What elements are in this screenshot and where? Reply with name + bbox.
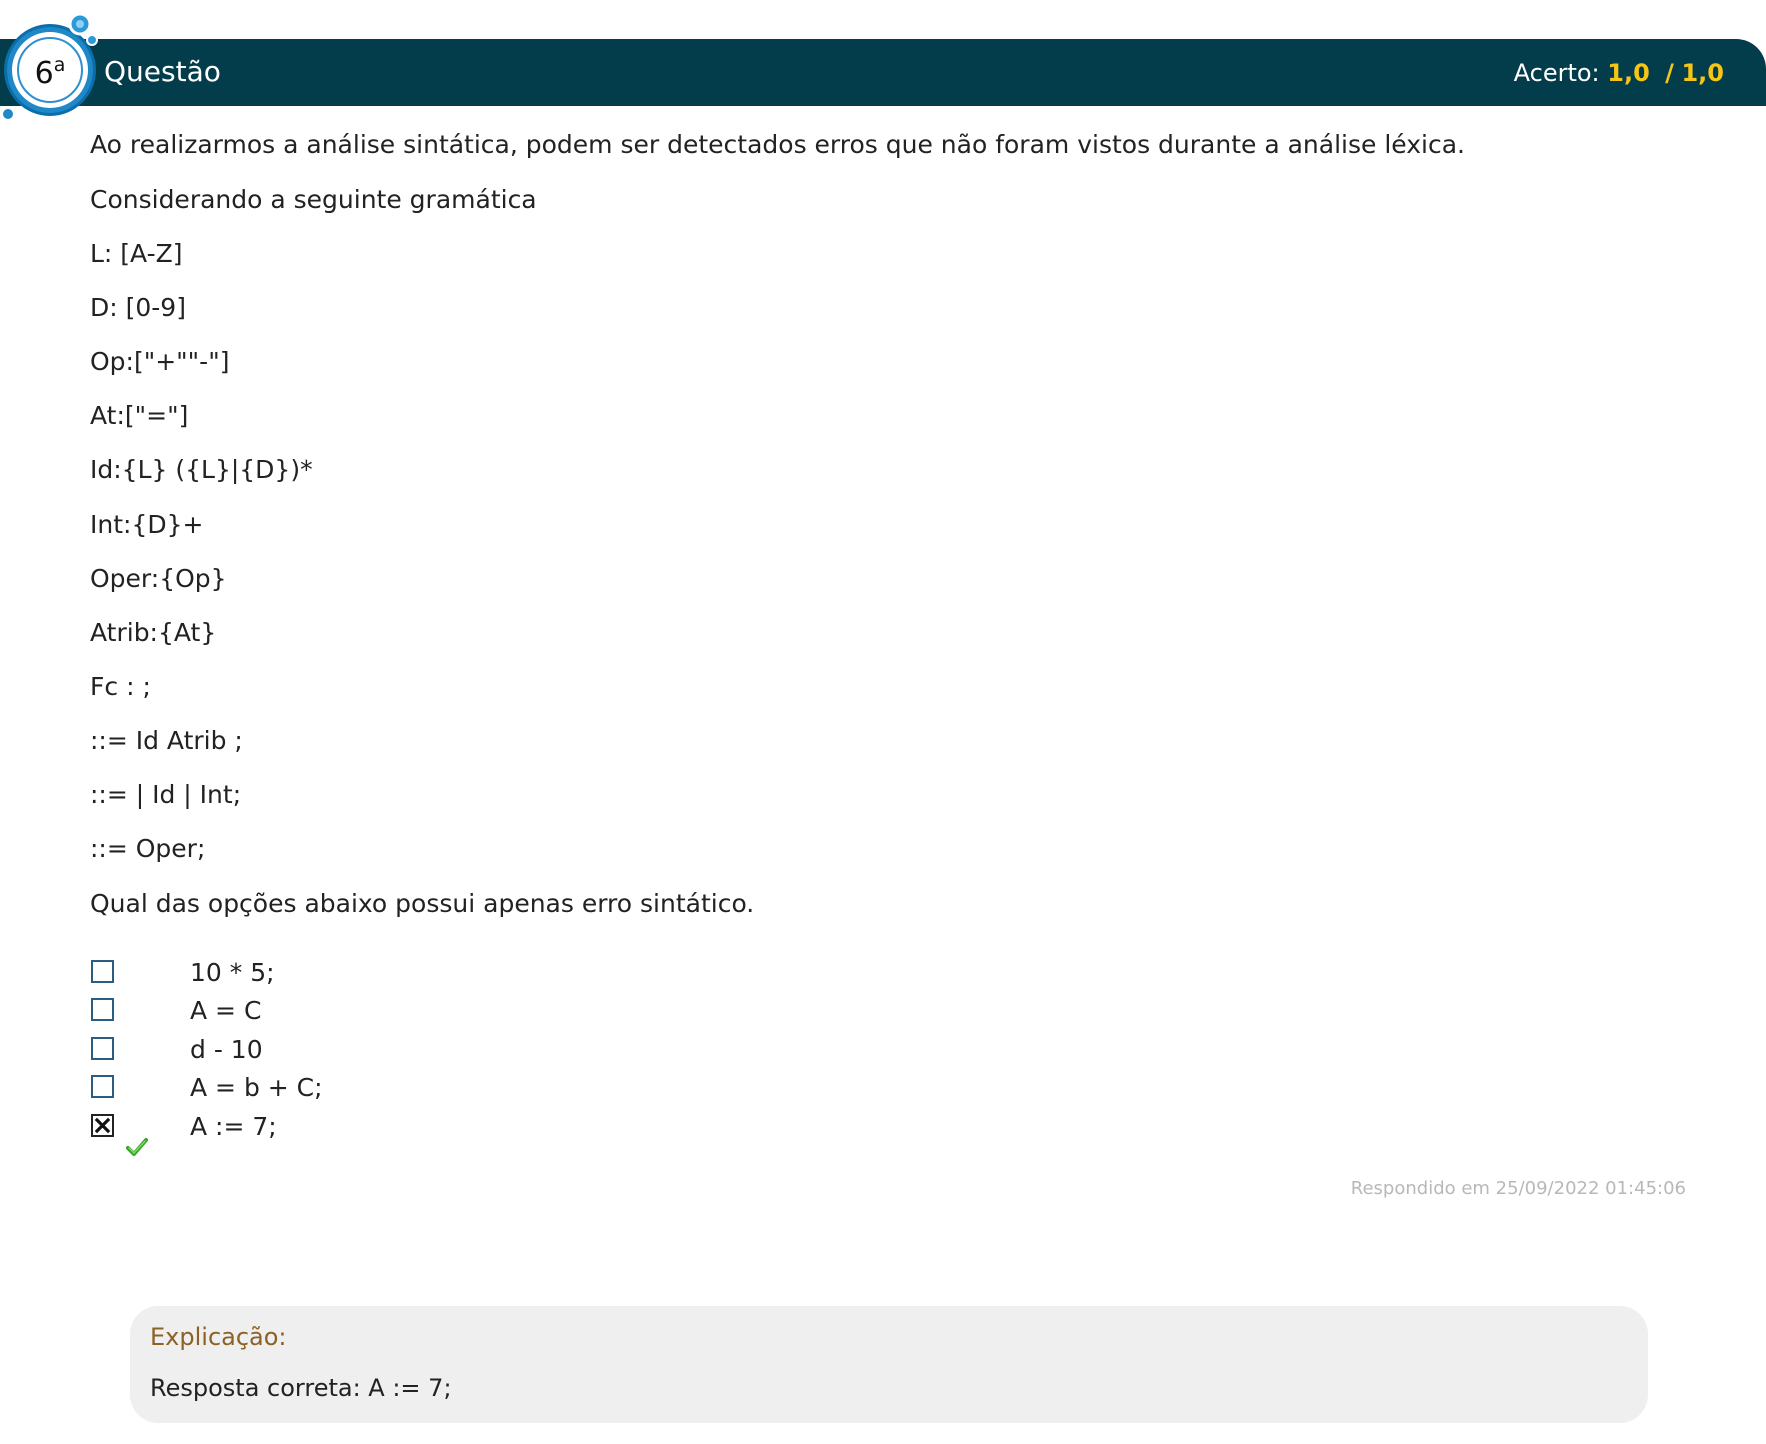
answered-timestamp: Respondido em 25/09/2022 01:45:06: [1350, 1178, 1686, 1199]
question-number: 6$^a$: [34, 54, 66, 91]
grammar-line: D: [0-9]: [90, 293, 186, 322]
explanation-text: Resposta correta: A := 7;: [150, 1374, 452, 1402]
grammar-line: ::= Oper;: [90, 834, 206, 863]
grammar-line: Fc : ;: [90, 672, 151, 701]
grammar-line: ::= | Id | Int;: [90, 780, 242, 809]
option-label[interactable]: d - 10: [190, 1035, 263, 1064]
score-label: Acerto:: [1513, 59, 1600, 87]
option-checkbox[interactable]: [91, 1075, 114, 1098]
option-label[interactable]: A = C: [190, 996, 262, 1025]
grammar-line: Atrib:{At}: [90, 618, 217, 647]
option-checkbox[interactable]: [91, 998, 114, 1021]
grammar-line: Int:{D}+: [90, 510, 204, 539]
option-checkbox[interactable]: [91, 960, 114, 983]
score-value: 1,0: [1607, 59, 1650, 87]
grammar-line: L: [A-Z]: [90, 239, 183, 268]
option-label[interactable]: 10 * 5;: [190, 958, 275, 987]
grammar-line: Op:["+""-"]: [90, 347, 230, 376]
option-label[interactable]: A = b + C;: [190, 1073, 323, 1102]
score: [1514, 56, 1724, 90]
question-title: Questão: [104, 55, 221, 88]
explanation-title: Explicação:: [150, 1323, 287, 1351]
grammar-intro: Considerando a seguinte gramática: [90, 185, 537, 214]
grammar-line: Id:{L} ({L}|{D})*: [90, 455, 313, 484]
option-label[interactable]: A := 7;: [190, 1112, 277, 1141]
green-check-icon: [126, 1137, 148, 1161]
score-separator: /: [1665, 59, 1674, 87]
question-prompt: Qual das opções abaixo possui apenas erro sintático.: [90, 889, 755, 918]
score-max: 1,0: [1681, 59, 1724, 87]
option-checkbox-checked[interactable]: [91, 1114, 114, 1137]
grammar-line: Oper:{Op}: [90, 564, 227, 593]
option-checkbox[interactable]: [91, 1037, 114, 1060]
explanation-box: [130, 1306, 1648, 1423]
question-header: [0, 39, 1766, 106]
question-intro: Ao realizarmos a análise sintática, podem ser detectados erros que não foram vistos durante a análise léxica.: [90, 130, 1465, 159]
grammar-line: At:["="]: [90, 401, 189, 430]
x-checkbox-icon: [94, 1117, 111, 1134]
grammar-line: ::= Id Atrib ;: [90, 726, 243, 755]
